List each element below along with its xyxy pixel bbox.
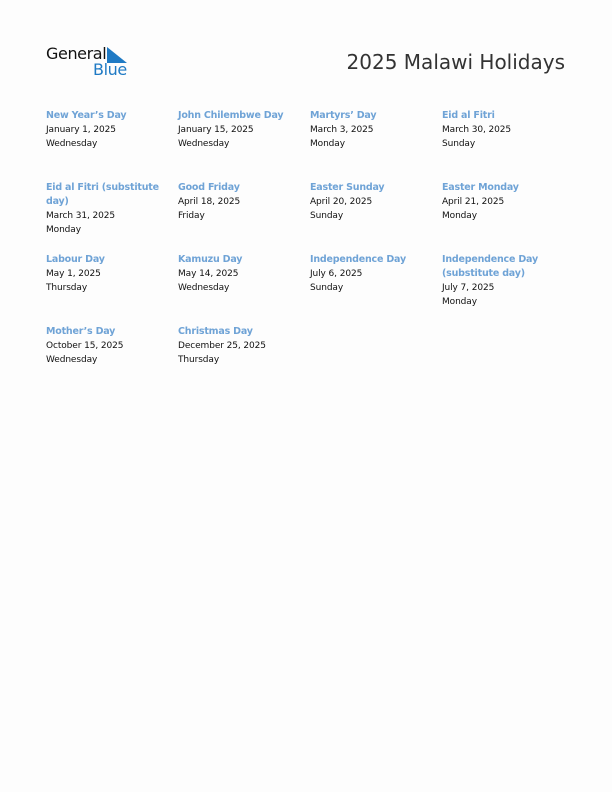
holiday-weekday: Sunday [310,211,344,221]
holiday-name: Labour Day [46,254,105,265]
holiday-entry [442,181,574,253]
holiday-grid [46,109,574,397]
holiday-name: Mother’s Day [46,326,116,337]
holiday-date: March 31, 2025 [46,211,115,221]
holiday-weekday: Thursday [178,355,220,365]
holiday-name: Eid al Fitri (substitute day) [46,182,159,207]
holiday-entry [442,253,574,325]
holiday-date: March 30, 2025 [442,125,511,135]
holiday-entry [46,253,178,325]
holiday-name: Martyrs’ Day [310,110,377,121]
holiday-weekday: Sunday [442,139,476,149]
holiday-entry [178,109,310,181]
holiday-entry [442,109,574,181]
holiday-name: New Year’s Day [46,110,127,121]
holiday-date: March 3, 2025 [310,125,374,135]
holiday-entry [178,253,310,325]
holiday-date: January 15, 2025 [178,125,254,135]
holiday-entry [46,109,178,181]
holiday-weekday: Monday [442,211,477,221]
holiday-name: Independence Day (substitute day) [442,254,538,279]
holiday-entry [178,181,310,253]
holiday-date: July 6, 2025 [310,269,363,279]
holiday-entry [46,325,178,397]
holiday-weekday: Friday [178,211,205,221]
holiday-date: April 21, 2025 [442,197,505,207]
holiday-date: January 1, 2025 [46,125,116,135]
holiday-entry [46,181,178,253]
holiday-weekday: Monday [442,297,477,307]
holiday-weekday: Monday [310,139,345,149]
holiday-name: Independence Day [310,254,406,265]
holiday-entry [310,109,442,181]
holiday-weekday: Wednesday [178,139,230,149]
holiday-entry [310,253,442,325]
brand-logo [46,44,136,80]
holiday-date: December 25, 2025 [178,341,266,351]
holiday-date: October 15, 2025 [46,341,124,351]
holiday-name: Easter Monday [442,182,519,193]
logo-word-blue: Blue [93,60,127,79]
holiday-date: July 7, 2025 [442,283,495,293]
holiday-name: Christmas Day [178,326,253,337]
holiday-entry [178,325,310,397]
holiday-date: May 14, 2025 [178,269,239,279]
holiday-weekday: Wednesday [46,139,98,149]
holiday-name: Eid al Fitri [442,110,495,121]
holiday-weekday: Wednesday [46,355,98,365]
holiday-name: Easter Sunday [310,182,385,193]
holiday-entry [310,181,442,253]
holiday-date: April 20, 2025 [310,197,373,207]
holiday-name: Good Friday [178,182,240,193]
holiday-date: April 18, 2025 [178,197,241,207]
logo-word-general: General [46,44,107,63]
holiday-date: May 1, 2025 [46,269,101,279]
holiday-weekday: Sunday [310,283,344,293]
page-title: 2025 Malawi Holidays [346,50,565,74]
holiday-name: John Chilembwe Day [178,110,284,121]
holiday-weekday: Thursday [46,283,88,293]
holiday-weekday: Wednesday [178,283,230,293]
holiday-weekday: Monday [46,225,81,235]
holiday-name: Kamuzu Day [178,254,243,265]
